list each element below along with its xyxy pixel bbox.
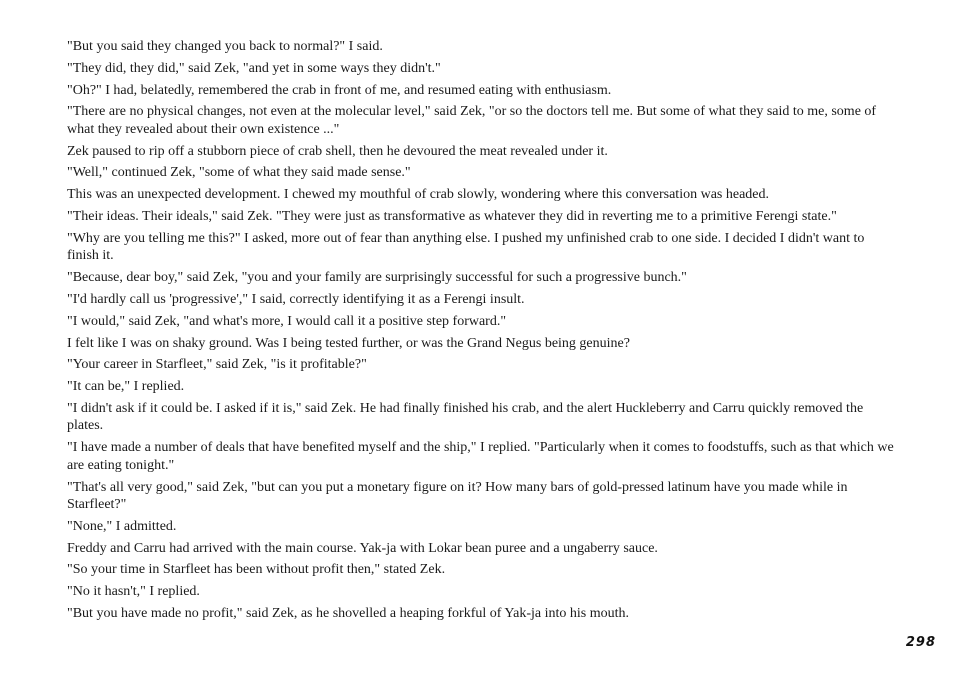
paragraph: "None," I admitted. [67, 518, 177, 534]
paragraph: "They did, they did," said Zek, "and yet in some ways they didn't." [67, 60, 441, 76]
paragraph: "I'd hardly call us 'progressive'," I said, correctly identifying it as a Ferengi insult. [67, 291, 525, 307]
page-body [67, 38, 897, 627]
paragraph: "But you said they changed you back to normal?" I said. [67, 39, 383, 54]
paragraph: "No it hasn't," I replied. [67, 584, 200, 600]
paragraph: "Your career in Starfleet," said Zek, "is it profitable?" [67, 357, 367, 373]
paragraph: "Their ideas. Their ideals," said Zek. "They were just as transformative as whatever they did in reverting me to a primitive Ferengi state." [67, 209, 837, 225]
paragraph: "That's all very good," said Zek, "but can you put a monetary figure on it? How many bars of gold-pressed latinum have you made while in Starfleet?" [67, 479, 848, 513]
paragraph: This was an unexpected development. I chewed my mouthful of crab slowly, wondering where this conversation was headed. [67, 187, 769, 203]
paragraph: "It can be," I replied. [67, 379, 185, 395]
paragraph: "So your time in Starfleet has been without profit then," stated Zek. [67, 562, 446, 578]
paragraph: "I didn't ask if it could be. I asked if it is," said Zek. He had finally finished his crab, and the alert Huckleberry and Carru quickly removed the plates. [67, 400, 864, 434]
paragraph: "Oh?" I had, belatedly, remembered the crab in front of me, and resumed eating with enthusiasm. [67, 82, 612, 98]
paragraph: Zek paused to rip off a stubborn piece of crab shell, then he devoured the meat revealed under it. [67, 143, 608, 159]
paragraph: "There are no physical changes, not even at the molecular level," said Zek, "or so the doctors tell me. But some of what they said to me, some of what they revealed about their own existence ..." [67, 104, 877, 137]
paragraph: "I have made a number of deals that have benefited myself and the ship," I replied. "Particularly when it comes to foodstuffs, such as that which we are eating tonight." [67, 440, 894, 473]
paragraph: I felt like I was on shaky ground. Was I being tested further, or was the Grand Negus being genuine? [67, 335, 630, 351]
paragraph: "I would," said Zek, "and what's more, I would call it a positive step forward." [67, 313, 507, 329]
paragraph: "But you have made no profit," said Zek, as he shovelled a heaping forkful of Yak-ja into his mouth. [67, 606, 629, 622]
paragraph: Freddy and Carru had arrived with the main course. Yak-ja with Lokar bean puree and a ungaberry sauce. [67, 540, 658, 556]
paragraph: "Why are you telling me this?" I asked, more out of fear than anything else. I pushed my unfinished crab to one side. I decided I didn't want to finish it. [67, 230, 865, 264]
paragraph: "Because, dear boy," said Zek, "you and your family are surprisingly successful for such a progressive bunch." [67, 270, 687, 286]
page-number: 298 [905, 635, 936, 650]
paragraph: "Well," continued Zek, "some of what they said made sense." [67, 165, 411, 181]
